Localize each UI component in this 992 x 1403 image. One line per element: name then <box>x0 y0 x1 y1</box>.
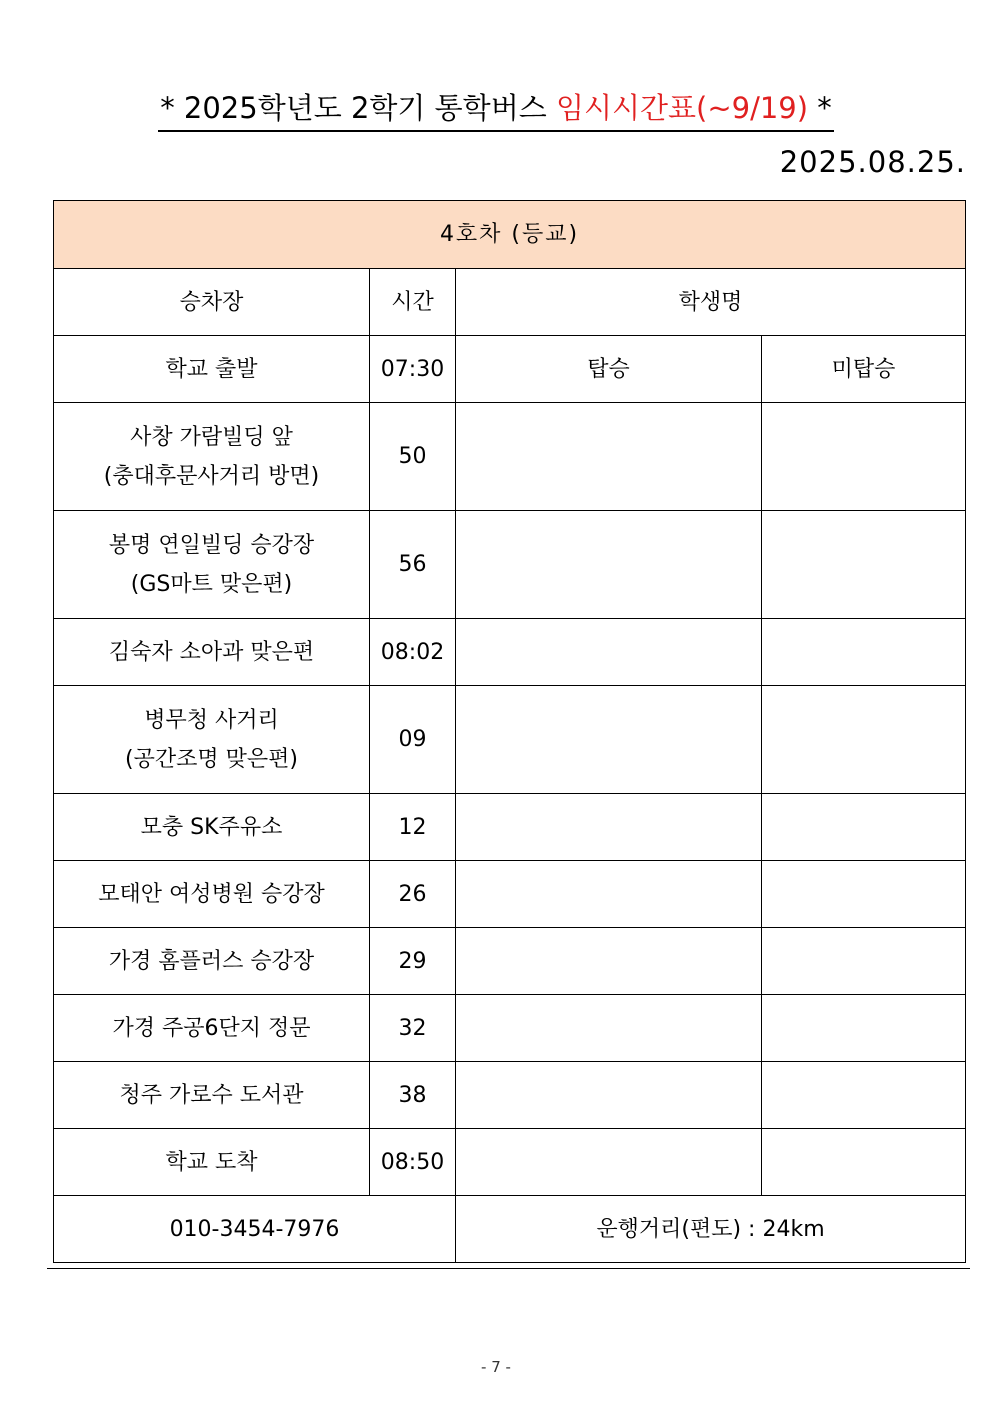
schedule-body <box>54 201 966 1263</box>
stop-row <box>54 1129 966 1196</box>
stop-name <box>54 619 370 686</box>
stop-name-line1: 가경 주공6단지 정문 <box>112 1015 311 1041</box>
not-boarded-cell <box>762 403 966 511</box>
stop-time: 50 <box>370 403 456 511</box>
boarded-cell <box>456 1062 762 1129</box>
boarded-cell <box>456 995 762 1062</box>
stop-row <box>54 861 966 928</box>
column-header-row <box>54 269 966 336</box>
column-header-students: 학생명 <box>456 269 966 336</box>
bus-schedule-table <box>53 200 966 1263</box>
stop-name-line2: (충대후문사거리 방면) <box>103 463 320 489</box>
stop-row <box>54 511 966 619</box>
stop-time: 56 <box>370 511 456 619</box>
title-prefix: * 2025학년도 2학기 통학버스 <box>160 91 556 125</box>
stop-name <box>54 861 370 928</box>
boarded-cell <box>456 794 762 861</box>
stop-row <box>54 686 966 794</box>
stop-row <box>54 928 966 995</box>
boarded-cell <box>456 511 762 619</box>
route-title: 4호차 (등교) <box>54 201 966 269</box>
stop-row <box>54 403 966 511</box>
stop-name-line1: 학교 도착 <box>165 1149 258 1175</box>
stop-name-line1: 병무청 사거리 <box>144 707 279 733</box>
column-header-stop: 승차장 <box>54 269 370 336</box>
stop-time: 32 <box>370 995 456 1062</box>
stop-name-line1: 청주 가로수 도서관 <box>119 1082 304 1108</box>
stop-time: 09 <box>370 686 456 794</box>
not-boarded-cell <box>762 928 966 995</box>
stop-row <box>54 995 966 1062</box>
not-boarded-cell <box>762 995 966 1062</box>
stop-name-line1: 모충 SK주유소 <box>140 814 283 840</box>
stop-name <box>54 511 370 619</box>
stop-name-line1: 봉명 연일빌딩 승강장 <box>108 532 315 558</box>
not-boarded-cell <box>762 794 966 861</box>
boarded-cell <box>456 619 762 686</box>
not-boarded-header: 미탑승 <box>762 336 966 403</box>
route-distance: 운행거리(편도) : 24km <box>456 1196 966 1263</box>
not-boarded-cell <box>762 511 966 619</box>
title-highlight: 임시시간표(~9/19) <box>555 91 809 125</box>
document-title <box>0 88 992 132</box>
bottom-divider <box>47 1268 970 1269</box>
boarded-header: 탑승 <box>456 336 762 403</box>
stop-name-line2: (공간조명 맞은편) <box>125 746 298 772</box>
stop-name <box>54 794 370 861</box>
stop-name <box>54 995 370 1062</box>
page-number: - 7 - <box>481 1358 511 1376</box>
footer-row <box>54 1196 966 1263</box>
not-boarded-cell <box>762 1129 966 1196</box>
title-underlined <box>158 88 834 132</box>
stop-name-line1: 김숙자 소아과 맞은편 <box>108 639 315 665</box>
departure-stop: 학교 출발 <box>54 336 370 403</box>
stop-time: 12 <box>370 794 456 861</box>
stop-name-line2: (GS마트 맞은편) <box>130 571 293 597</box>
stop-time: 29 <box>370 928 456 995</box>
stop-time: 08:02 <box>370 619 456 686</box>
stop-name-line1: 가경 홈플러스 승강장 <box>108 948 315 974</box>
stop-row <box>54 794 966 861</box>
boarded-cell <box>456 686 762 794</box>
not-boarded-cell <box>762 861 966 928</box>
not-boarded-cell <box>762 686 966 794</box>
document-date: 2025.08.25. <box>779 145 966 179</box>
boarded-cell <box>456 1129 762 1196</box>
stop-name-line1: 모태안 여성병원 승강장 <box>98 881 325 907</box>
title-suffix: * <box>808 91 832 125</box>
departure-time: 07:30 <box>370 336 456 403</box>
boarded-cell <box>456 403 762 511</box>
departure-row <box>54 336 966 403</box>
boarded-cell <box>456 928 762 995</box>
not-boarded-cell <box>762 619 966 686</box>
driver-phone: 010-3454-7976 <box>54 1196 456 1263</box>
stop-time: 26 <box>370 861 456 928</box>
not-boarded-cell <box>762 1062 966 1129</box>
stop-name <box>54 928 370 995</box>
stop-row <box>54 619 966 686</box>
column-header-time: 시간 <box>370 269 456 336</box>
boarded-cell <box>456 861 762 928</box>
stop-time: 08:50 <box>370 1129 456 1196</box>
stop-name-line1: 사창 가람빌딩 앞 <box>130 424 293 450</box>
stop-name <box>54 403 370 511</box>
stop-row <box>54 1062 966 1129</box>
stop-name <box>54 1062 370 1129</box>
stop-name <box>54 686 370 794</box>
stop-time: 38 <box>370 1062 456 1129</box>
stop-name <box>54 1129 370 1196</box>
